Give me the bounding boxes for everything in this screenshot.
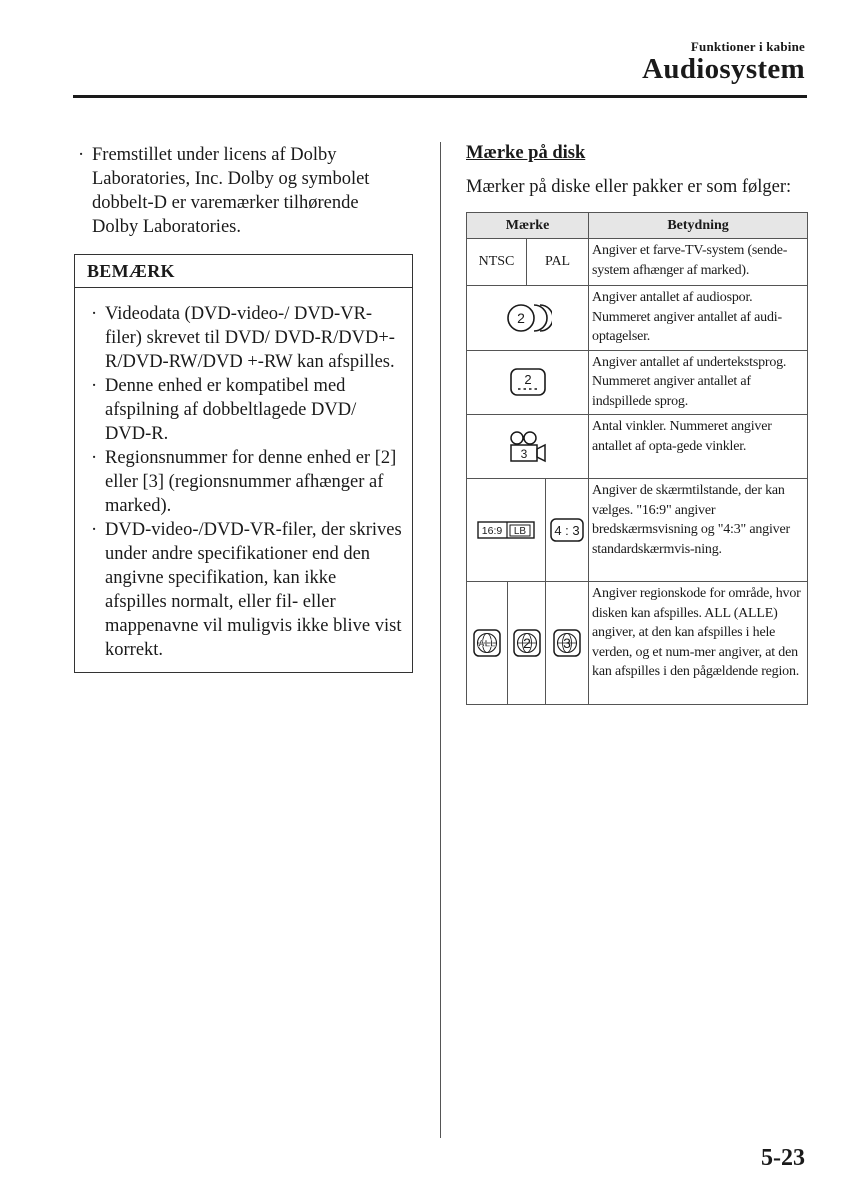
region-all-icon <box>467 582 508 705</box>
region-2-label: 2 <box>522 635 531 651</box>
column-divider <box>440 142 441 1138</box>
row-meaning: Angiver de skærmtilstande, der kan vælges. "16:9" angiver bredskærmsvisning og "4:3" angiver standardskærmvis-ning. <box>589 479 808 582</box>
region-all-label: ALL <box>478 638 496 649</box>
widescreen-label: 16:9 <box>481 525 503 537</box>
table-row <box>467 286 808 351</box>
note-list <box>87 302 402 662</box>
header-meaning: Betydning <box>589 213 808 239</box>
table-row <box>467 415 808 479</box>
standard-4-3-icon <box>546 479 589 582</box>
row-meaning: Antal vinkler. Nummeret angiver antallet af opta-gede vinkler. <box>589 415 808 479</box>
note-body <box>75 288 412 672</box>
letterbox-label: LB <box>513 526 527 537</box>
subtitle-languages-number: 2 <box>523 372 532 388</box>
note-item: · Videodata (DVD-video-/ DVD-VR-filer) skrevet til DVD/ DVD-R/DVD+-R/DVD-RW/DVD +-RW kan afspilles. <box>87 302 402 374</box>
note-item: · DVD-video-/DVD-VR-filer, der skrives under andre specifikationer end den angivne specifikation, kan ikke afspilles normalt, eller fil- eller mappenavne vil muligvis ikke blive vist korrekt. <box>87 518 402 662</box>
header-rule <box>73 95 807 98</box>
row-meaning: Angiver regionskode for område, hvor disken kan afspilles. ALL (ALLE) angiver, at den kan afspilles i hele verden, og et num-mer angiver, at den kan afspilles i den pågældende region. <box>589 582 808 705</box>
table-header-row <box>467 213 808 239</box>
region-2-icon <box>508 582 546 705</box>
chapter-label: Funktioner i kabine <box>690 39 805 54</box>
table-row <box>467 350 808 415</box>
camera-angles-number: 3 <box>520 446 527 461</box>
note-box <box>74 254 413 673</box>
license-item: · Fremstillet under licens af Dolby Laboratories, Inc. Dolby og symbolet dobbelt-D er varemærker tilhørende Dolby Laboratories. <box>74 143 404 239</box>
page-title: Audiosystem <box>642 53 805 85</box>
subtitle-languages-icon <box>467 350 589 415</box>
row-meaning: Angiver et farve-TV-system (sende-system afhænger af marked). <box>589 239 808 286</box>
widescreen-lb-icon <box>467 479 546 582</box>
header-mark: Mærke <box>467 213 589 239</box>
page-number: 5-23 <box>761 1145 805 1171</box>
row-meaning: Angiver antallet af audiospor. Nummeret angiver antallet af audi-optagelser. <box>589 286 808 351</box>
disc-marks-table <box>466 212 808 705</box>
region-3-icon <box>546 582 589 705</box>
note-item: · Regionsnummer for denne enhed er [2] eller [3] (regionsnummer afhænger af marked). <box>87 446 402 518</box>
table-row <box>467 239 808 286</box>
section-intro: Mærker på diske eller pakker er som følger: <box>466 177 792 197</box>
table-row <box>467 479 808 582</box>
note-item: · Denne enhed er kompatibel med afspilning af dobbeltlagede DVD/ DVD-R. <box>87 374 402 446</box>
ntsc-mark: NTSC <box>467 239 527 286</box>
license-list <box>74 143 404 239</box>
row-meaning: Angiver antallet af undertekstsprog. Nummeret angiver antallet af indspillede sprog. <box>589 350 808 415</box>
audio-tracks-number: 2 <box>516 309 525 326</box>
section-title: Mærke på disk <box>466 143 586 163</box>
standard-label: 4 : 3 <box>554 523 580 538</box>
camera-angles-icon <box>467 415 589 479</box>
region-3-label: 3 <box>563 635 571 651</box>
pal-mark: PAL <box>527 239 589 286</box>
table-row <box>467 582 808 705</box>
note-title: BEMÆRK <box>75 255 412 288</box>
audio-tracks-icon <box>467 286 589 351</box>
